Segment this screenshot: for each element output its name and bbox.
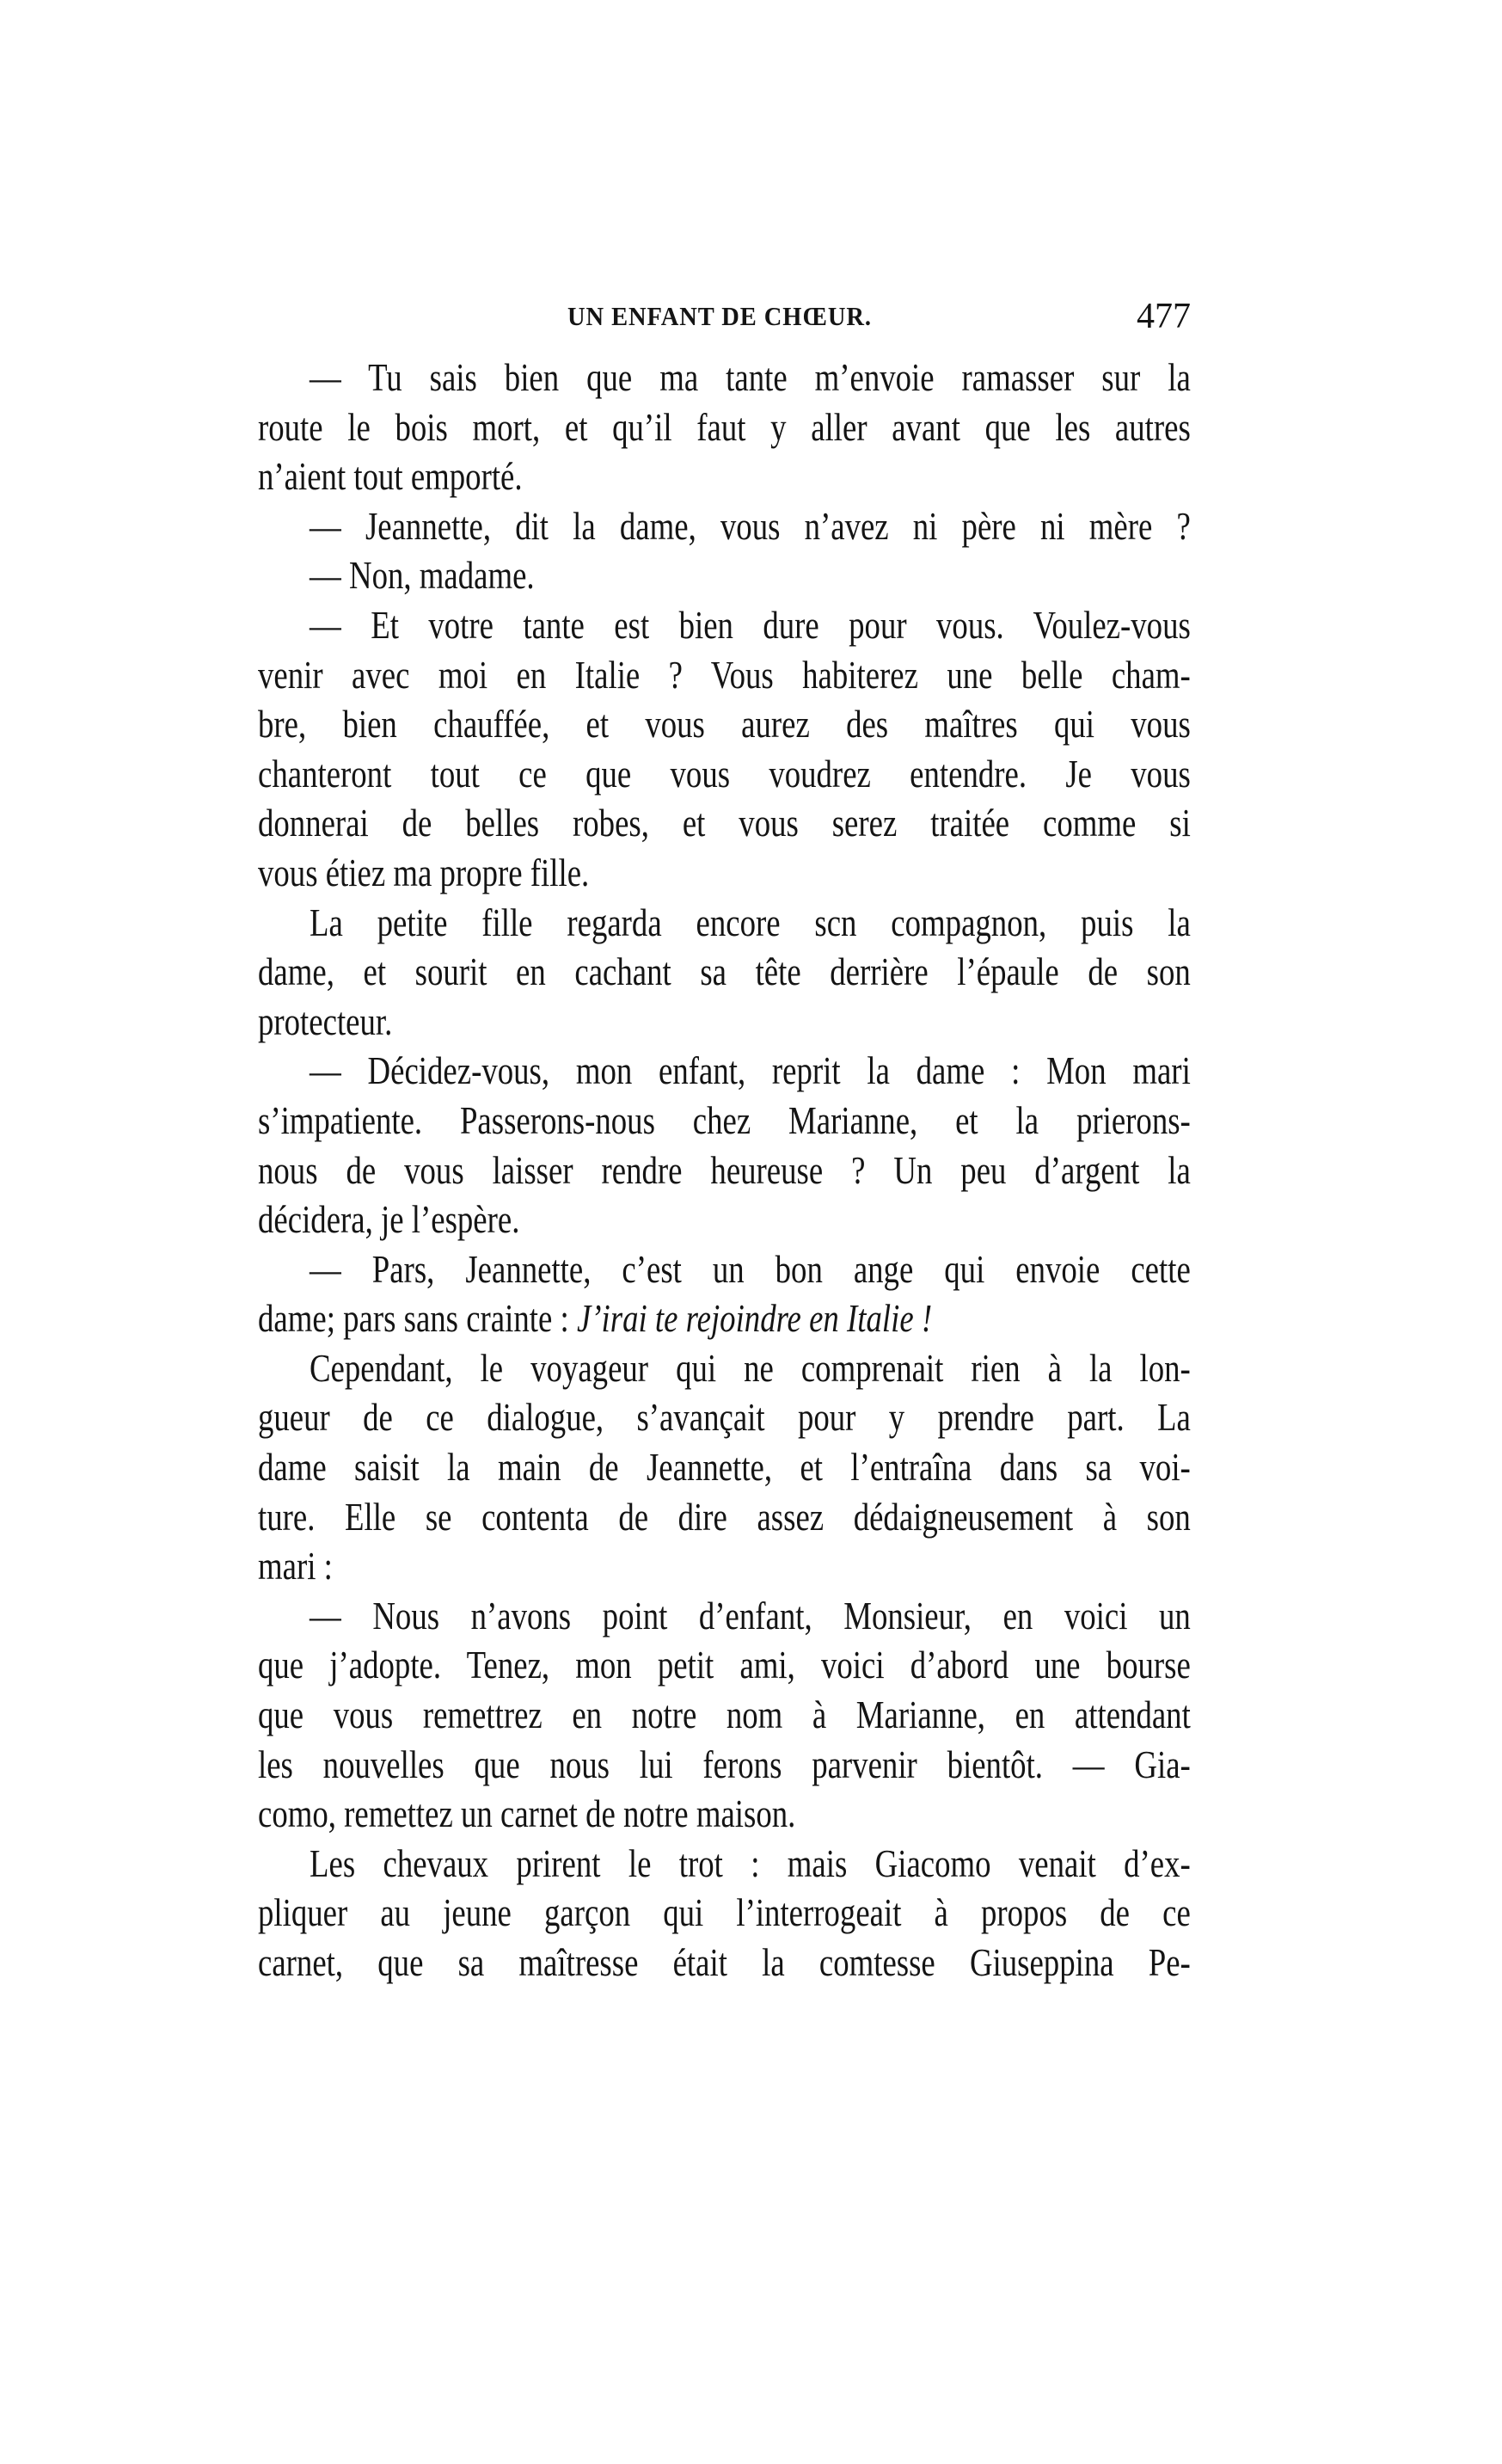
text-line-content	[258, 1640, 1191, 1690]
text-line	[258, 1492, 1191, 1542]
text-line-content	[258, 402, 1191, 452]
text-line	[258, 402, 1191, 452]
text-line-content	[258, 1938, 1191, 1988]
line-text: dame, et sourit en cachant sa tête derrière l’épaule de son	[258, 949, 1191, 994]
text-line	[258, 1293, 1191, 1343]
text-line	[258, 1046, 1191, 1096]
text-line	[258, 1195, 1191, 1244]
text-line-content	[258, 1492, 1191, 1542]
text-line-content	[258, 1839, 1191, 1889]
text-line	[258, 1690, 1191, 1740]
line-text: bre, bien chauffée, et vous aurez des maîtres qui vous	[258, 702, 1191, 747]
text-line	[258, 898, 1191, 948]
text-line-content	[258, 650, 1191, 700]
line-text: protecteur.	[258, 999, 393, 1043]
text-line	[258, 699, 1191, 749]
text-line	[258, 1789, 1191, 1839]
text-line	[258, 650, 1191, 700]
line-text: mari :	[258, 1544, 333, 1588]
text-line-content	[258, 947, 1191, 997]
line-text: — Non, madame.	[310, 553, 535, 598]
text-line-content	[258, 1046, 1191, 1096]
text-line-content	[258, 749, 1191, 799]
text-line-content	[258, 997, 1191, 1047]
line-text: décidera, je l’espère.	[258, 1197, 520, 1242]
text-line-content	[258, 1690, 1191, 1740]
text-line-content	[258, 1541, 1191, 1591]
line-text: vous étiez ma propre fille.	[258, 850, 590, 894]
text-line-content	[258, 898, 1191, 948]
line-text: donnerai de belles robes, et vous serez traitée comme si	[258, 801, 1191, 845]
text-line	[258, 1591, 1191, 1641]
text-line	[258, 1640, 1191, 1690]
text-line-content	[258, 501, 1191, 551]
text-line	[258, 501, 1191, 551]
text-line	[258, 550, 1191, 600]
line-text: ture. Elle se contenta de dire assez dédaigneusement à son	[258, 1494, 1191, 1539]
line-text: — Tu sais bien que ma tante m’envoie ramasser sur la	[310, 355, 1191, 399]
line-text: carnet, que sa maîtresse était la comtesse Giuseppina Pe-	[258, 1940, 1191, 1984]
line-text: — Pars, Jeannette, c’est un bon ange qui envoie cette	[310, 1246, 1191, 1291]
line-text: — Décidez-vous, mon enfant, reprit la dame : Mon mari	[310, 1048, 1191, 1093]
text-line-content	[258, 1888, 1191, 1938]
running-title: UN ENFANT DE CHŒUR.	[567, 301, 872, 331]
text-line	[258, 1541, 1191, 1591]
line-text: gueur de ce dialogue, s’avançait pour y prendre part. La	[258, 1395, 1191, 1440]
text-line	[258, 848, 1191, 898]
text-line-content	[258, 1343, 1191, 1393]
line-text: les nouvelles que nous lui ferons parvenir bientôt. — Gia-	[258, 1742, 1191, 1786]
text-line	[258, 749, 1191, 799]
line-text: n’aient tout emporté.	[258, 454, 523, 499]
line-text: Cependant, le voyageur qui ne comprenait rien à la lon-	[310, 1345, 1191, 1390]
text-line-content	[258, 1195, 1191, 1244]
line-text: dame; pars sans crainte :	[258, 1296, 577, 1341]
text-line-content	[258, 699, 1191, 749]
text-line-content	[258, 1096, 1191, 1146]
text-line-content	[258, 1442, 1191, 1492]
text-line	[258, 997, 1191, 1047]
line-text: nous de vous laisser rendre heureuse ? Un peu d’argent la	[258, 1147, 1191, 1192]
text-line-content	[258, 1146, 1191, 1195]
text-line-content	[258, 353, 1191, 402]
text-line-content	[258, 1293, 1191, 1343]
text-line-content	[258, 848, 1191, 898]
line-text: s’impatiente. Passerons-nous chez Marianne, et la prierons-	[258, 1097, 1191, 1142]
line-text: chanteront tout ce que vous voudrez entendre. Je vous	[258, 751, 1191, 796]
text-line	[258, 1244, 1191, 1294]
text-line	[258, 600, 1191, 650]
line-text: dame saisit la main de Jeannette, et l’entraîna dans sa voi-	[258, 1445, 1191, 1490]
italic-quote: J’irai te rejoindre en Italie !	[576, 1296, 933, 1341]
line-text: — Et votre tante est bien dure pour vous. Voulez-vous	[310, 602, 1191, 647]
text-line-content	[258, 452, 1191, 501]
text-line-content	[258, 1789, 1191, 1839]
line-text: pliquer au jeune garçon qui l’interrogeait à propos de ce	[258, 1890, 1191, 1935]
line-text: — Nous n’avons point d’enfant, Monsieur, en voici un	[310, 1593, 1191, 1638]
line-text: route le bois mort, et qu’il faut y aller avant que les autres	[258, 404, 1191, 449]
text-line	[258, 1343, 1191, 1393]
text-line	[258, 452, 1191, 501]
text-line-content	[258, 600, 1191, 650]
text-line-content	[258, 798, 1191, 848]
text-line	[258, 1096, 1191, 1146]
text-line	[258, 947, 1191, 997]
text-line	[258, 1740, 1191, 1790]
line-text: que vous remettrez en notre nom à Marianne, en attendant	[258, 1693, 1191, 1737]
text-line-content	[258, 1392, 1191, 1442]
text-line	[258, 353, 1191, 402]
text-line-content	[258, 1591, 1191, 1641]
line-text: que j’adopte. Tenez, mon petit ami, voici d’abord une bourse	[258, 1643, 1191, 1687]
line-text: venir avec moi en Italie ? Vous habiterez une belle cham-	[258, 652, 1191, 697]
text-line	[258, 1442, 1191, 1492]
text-line-content	[258, 1740, 1191, 1790]
text-line	[258, 1938, 1191, 1988]
text-line	[258, 1839, 1191, 1889]
line-text: — Jeannette, dit la dame, vous n’avez ni père ni mère ?	[310, 503, 1191, 548]
text-line	[258, 1146, 1191, 1195]
text-line-content	[258, 1244, 1191, 1294]
line-text: como, remettez un carnet de notre maison.	[258, 1791, 796, 1836]
page-number: 477	[1137, 297, 1191, 336]
text-line	[258, 1888, 1191, 1938]
text-line-content	[258, 550, 1191, 600]
body-text	[258, 353, 1191, 1988]
text-line	[258, 798, 1191, 848]
line-text: La petite fille regarda encore scn compagnon, puis la	[310, 900, 1191, 944]
line-text: Les chevaux prirent le trot : mais Giacomo venait d’ex-	[310, 1840, 1191, 1885]
text-line	[258, 1392, 1191, 1442]
